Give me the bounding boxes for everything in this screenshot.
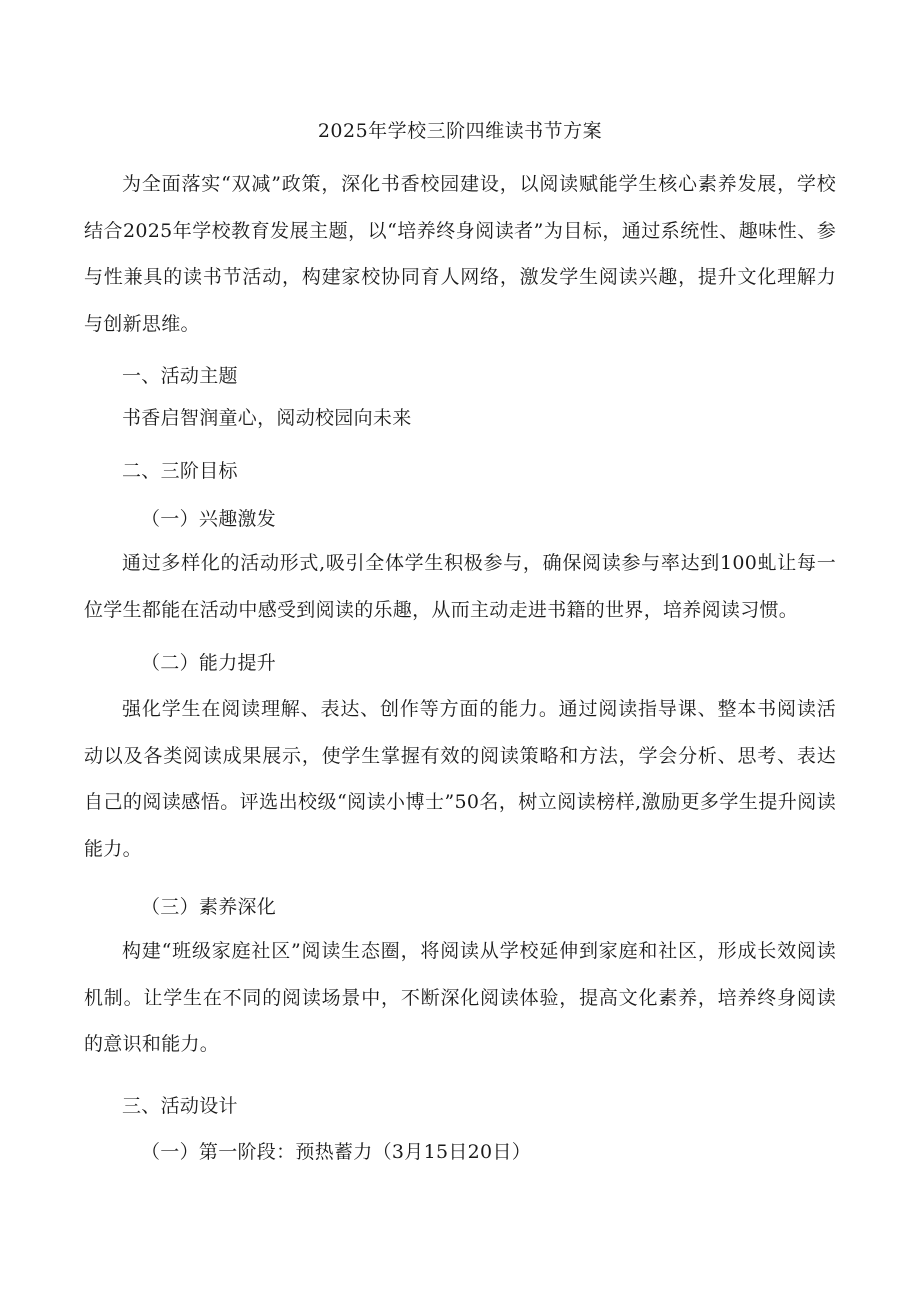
theme-paragraph: 书香启智润童心，阅动校园向未来 (122, 407, 412, 429)
intro-paragraph: 为全面落实“双减”政策，深化书香校园建设，以阅读赋能学生核心素养发展，学校结合2025年学校教育发展主题，以“培养终身阅读者”为目标，通过系统性、趣味性、参与性兼具的读书节活动，构建家校协同育人网络，激发学生阅读兴趣，提升文化理解力与创新思维。 (84, 173, 836, 335)
literacy-paragraph: 构建“班级家庭社区”阅读生态圈，将阅读从学校延伸到家庭和社区，形成长效阅读机制。让学生在不同的阅读场景中，不断深化阅读体验，提高文化素养，培养终身阅读的意识和能力。 (84, 940, 836, 1055)
subheading-phase-one: （一）第一阶段：预热蓄力（3月15日20日） (141, 1141, 532, 1163)
section-heading-design: 三、活动设计 (122, 1095, 238, 1117)
section-heading-goals: 二、三阶目标 (122, 460, 238, 482)
subheading-literacy: （三）素养深化 (141, 896, 277, 918)
ability-paragraph: 强化学生在阅读理解、表达、创作等方面的能力。通过阅读指导课、整本书阅读活动以及各类阅读成果展示，使学生掌握有效的阅读策略和方法，学会分析、思考、表达自己的阅读感悟。评选出校级“阅读小博士”50名，树立阅读榜样,激励更多学生提升阅读能力。 (84, 698, 836, 860)
subheading-interest: （一）兴趣激发 (141, 508, 277, 530)
document-title: 2025年学校三阶四维读书节方案 (317, 120, 603, 142)
subheading-ability: （二）能力提升 (141, 652, 277, 674)
interest-paragraph: 通过多样化的活动形式,吸引全体学生积极参与，确保阅读参与率达到100虬让每一位学生都能在活动中感受到阅读的乐趣，从而主动走进书籍的世界，培养阅读习惯。 (84, 552, 836, 621)
section-heading-theme: 一、活动主题 (122, 365, 238, 387)
